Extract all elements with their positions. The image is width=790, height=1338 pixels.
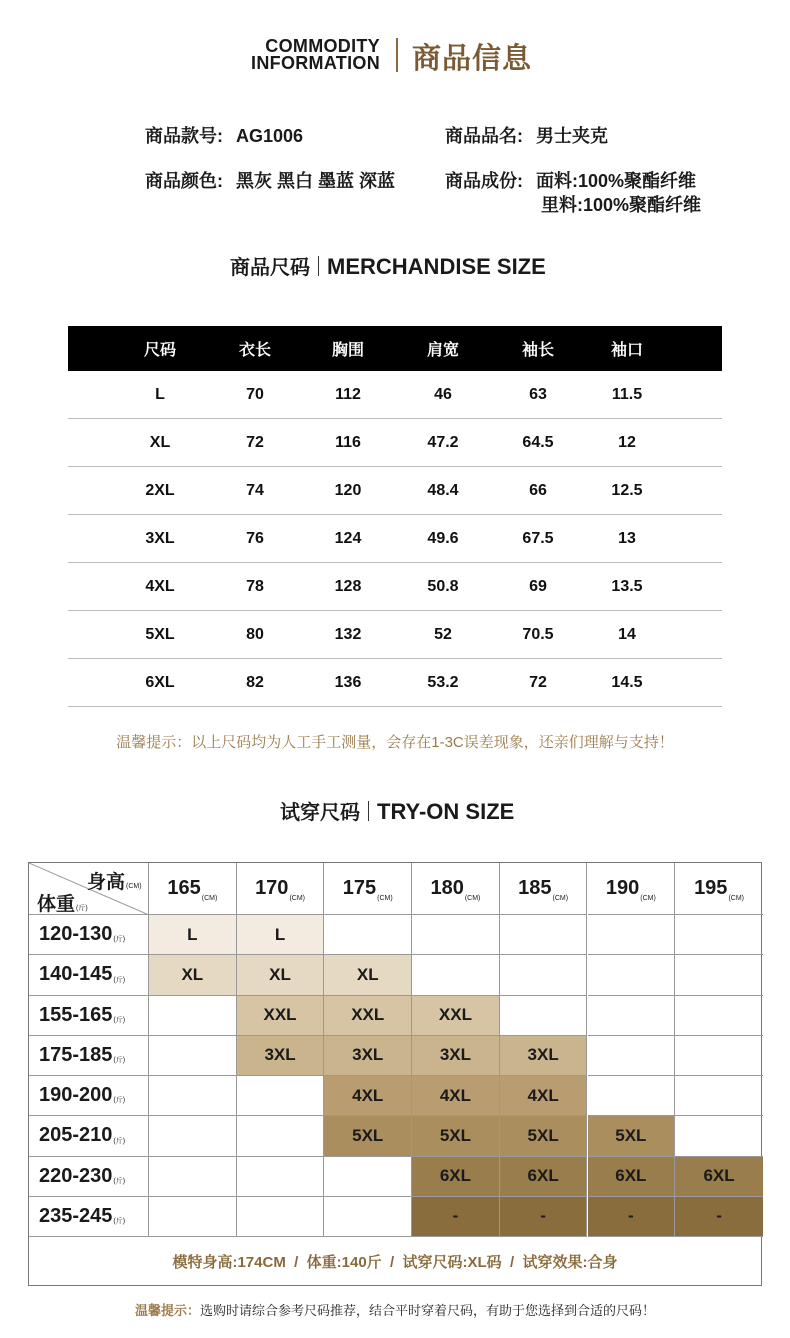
size-recommendation-cell: 5XL: [324, 1116, 412, 1156]
size-table-row: [68, 419, 722, 467]
size-table-cell: 78: [246, 577, 264, 595]
height-unit: (CM): [201, 895, 218, 902]
height-header-cell: [412, 863, 500, 915]
height-value: 190: [605, 877, 640, 899]
tryon-tip-label: 温馨提示：: [134, 1303, 200, 1318]
tryon-tip-text: 选购时请综合参考尺码推荐，结合平时穿着尺码，有助于您选择到合适的尺码！: [200, 1303, 656, 1318]
size-table-cell: 53.2: [427, 673, 459, 691]
size-recommendation-cell: L: [149, 915, 237, 955]
size-header-cell: 肩宽: [426, 342, 459, 359]
weight-header-cell: [29, 955, 149, 995]
size-table-cell: 67.5: [522, 529, 554, 547]
empty-grid-cell: [675, 1036, 763, 1076]
size-table-row: [68, 611, 722, 659]
info-material-line2: 里料:100%聚酯纤维: [541, 195, 702, 215]
tryon-section-title: [280, 796, 514, 825]
size-table-cell: 112: [335, 385, 361, 403]
model-info: 模特身高:174CM / 体重:140斤 / 试穿尺码:XL码 / 试穿效果:合身: [172, 1253, 618, 1271]
empty-grid-cell: [675, 1116, 763, 1156]
size-table-row: [68, 515, 722, 563]
header-divider: [396, 38, 398, 72]
empty-grid-cell: [675, 915, 763, 955]
empty-grid-cell: [588, 1036, 676, 1076]
weight-header-cell: [29, 1116, 149, 1156]
size-table-cell: 124: [334, 529, 362, 547]
weight-unit: (斤): [113, 936, 126, 944]
corner-height-label: [87, 867, 142, 894]
empty-grid-cell: [675, 955, 763, 995]
height-unit: (CM): [640, 895, 656, 902]
height-header-cell: [500, 863, 588, 915]
height-unit: (CM): [552, 895, 569, 902]
size-table-cell: 136: [334, 673, 362, 691]
size-title-cn: 商品尺码: [230, 257, 310, 279]
info-color-value: 黑灰 黑白 墨蓝 深蓝: [236, 171, 396, 191]
info-material-label: 商品成份:: [445, 171, 523, 191]
empty-grid-cell: [588, 996, 676, 1036]
height-unit: (CM): [464, 895, 481, 902]
size-table-cell: 69: [529, 577, 547, 595]
height-value: 185: [518, 877, 552, 899]
size-recommendation-cell: 6XL: [588, 1157, 676, 1197]
size-table-cell: 3XL: [145, 529, 175, 547]
size-recommendation-cell: 5XL: [412, 1116, 500, 1156]
size-header-cell: 袖口: [610, 342, 643, 359]
height-header-cell: [324, 863, 412, 915]
weight-value: 220-230: [39, 1164, 113, 1187]
size-table-cell: 48.4: [427, 481, 459, 499]
size-recommendation-cell: XXL: [237, 996, 325, 1036]
info-model: [145, 122, 303, 148]
size-recommendation-cell: 3XL: [412, 1036, 500, 1076]
height-value: 180: [430, 877, 464, 899]
size-recommendation-cell: 4XL: [500, 1076, 588, 1116]
size-recommendation-cell: XXL: [324, 996, 412, 1036]
height-unit: (CM): [728, 895, 744, 902]
size-table-cell: 64.5: [522, 433, 554, 451]
info-material: [445, 167, 696, 193]
size-recommendation-cell: 4XL: [324, 1076, 412, 1116]
size-title-divider: [318, 256, 319, 276]
size-table-row: [68, 659, 722, 707]
empty-grid-cell: [412, 915, 500, 955]
weight-header-cell: [29, 1197, 149, 1237]
size-recommendation-cell: XL: [149, 955, 237, 995]
size-table-cell: 74: [246, 481, 264, 499]
size-table-cell: 80: [246, 625, 264, 643]
weight-unit: (斤): [113, 1137, 126, 1145]
size-recommendation-cell: 3XL: [237, 1036, 325, 1076]
size-title-en: MERCHANDISE SIZE: [327, 254, 546, 279]
height-unit: (CM): [289, 895, 305, 902]
weight-value: 190-200: [39, 1084, 113, 1107]
size-table-cell: 5XL: [145, 625, 175, 643]
size-table-cell: 116: [335, 433, 361, 451]
size-table-cell: 120: [334, 481, 362, 499]
size-recommendation-cell: -: [675, 1197, 763, 1237]
height-header-cell: [149, 863, 237, 915]
size-table-cell: 13.5: [611, 577, 643, 595]
weight-unit: (斤): [113, 1057, 126, 1064]
size-table-cell: 49.6: [427, 529, 459, 547]
size-table-cell: 63: [529, 385, 547, 403]
empty-grid-cell: [149, 1076, 237, 1116]
size-table-cell: 6XL: [145, 673, 175, 691]
corner-weight-unit: (斤): [76, 905, 88, 912]
weight-value: 175-185: [39, 1043, 113, 1066]
empty-grid-cell: [149, 1157, 237, 1197]
size-recommendation-cell: 4XL: [412, 1076, 500, 1116]
info-material-line1: 面料:100%聚酯纤维: [536, 171, 697, 191]
weight-value: 155-165: [39, 1003, 113, 1026]
size-tip: 温馨提示：以上尺码均为人工手工测量，会存在1-3C误差现象，还亲们理解与支持！: [116, 734, 674, 751]
info-name-label: 商品品名:: [445, 126, 523, 146]
size-table-row: [68, 371, 722, 419]
info-color-label: 商品颜色:: [145, 171, 223, 191]
empty-grid-cell: [500, 996, 588, 1036]
height-value: 165: [167, 877, 201, 899]
height-unit: (CM): [377, 895, 393, 902]
size-header-cell: 衣长: [238, 342, 271, 359]
tryon-title-divider: [368, 801, 369, 821]
empty-grid-cell: [500, 915, 588, 955]
empty-grid-cell: [324, 1157, 412, 1197]
size-recommendation-cell: 5XL: [588, 1116, 676, 1156]
size-header-cell: 袖长: [521, 342, 554, 359]
size-recommendation-cell: 6XL: [675, 1157, 763, 1197]
empty-grid-cell: [237, 1076, 325, 1116]
info-model-label: 商品款号:: [145, 126, 223, 146]
size-table-cell: 70: [246, 385, 264, 403]
weight-unit: (斤): [113, 1097, 126, 1105]
size-table: [68, 326, 722, 707]
empty-grid-cell: [588, 915, 676, 955]
size-table-cell: 12.5: [611, 481, 643, 499]
empty-grid-cell: [412, 955, 500, 995]
size-table-cell: 72: [246, 433, 264, 451]
size-recommendation-cell: XL: [237, 955, 325, 995]
tryon-tip: [0, 1300, 790, 1319]
empty-grid-cell: [237, 1197, 325, 1237]
height-header-cell: [237, 863, 325, 915]
empty-grid-cell: [675, 996, 763, 1036]
empty-grid-cell: [324, 915, 412, 955]
size-recommendation-cell: XXL: [412, 996, 500, 1036]
weight-unit: (斤): [113, 1218, 126, 1225]
size-recommendation-cell: L: [237, 915, 325, 955]
size-table-cell: 66: [529, 481, 547, 499]
size-table-cell: 2XL: [145, 481, 175, 499]
size-recommendation-cell: 3XL: [324, 1036, 412, 1076]
weight-value: 120-130: [39, 923, 113, 946]
corner-weight-label: [37, 889, 88, 916]
size-section-title: [230, 251, 546, 280]
weight-header-cell: [29, 1076, 149, 1116]
weight-unit: (斤): [113, 1016, 126, 1024]
size-table-row: [68, 467, 722, 515]
size-recommendation-cell: -: [412, 1197, 500, 1237]
size-table-cell: 12: [618, 433, 636, 451]
size-recommendation-cell: -: [500, 1197, 588, 1237]
empty-grid-cell: [500, 955, 588, 995]
tryon-grid: [28, 862, 762, 1286]
weight-value: 205-210: [39, 1124, 113, 1147]
size-table-cell: 13: [618, 529, 636, 547]
info-name: [445, 122, 608, 148]
weight-value: 140-145: [39, 963, 113, 986]
tryon-title-en: TRY-ON SIZE: [377, 799, 515, 824]
tryon-title-cn: 试穿尺码: [280, 802, 360, 824]
size-header-cell: 胸围: [331, 342, 364, 359]
size-table-cell: 14: [618, 625, 636, 643]
weight-unit: (斤): [113, 1177, 126, 1185]
weight-header-cell: [29, 915, 149, 955]
size-table-cell: 50.8: [427, 577, 459, 595]
weight-header-cell: [29, 996, 149, 1036]
header-en-line2: INFORMATION: [251, 53, 380, 73]
size-table-cell: L: [155, 385, 165, 403]
empty-grid-cell: [675, 1076, 763, 1116]
empty-grid-cell: [149, 996, 237, 1036]
corner-weight-text: 体重: [37, 894, 76, 915]
size-recommendation-cell: 6XL: [412, 1157, 500, 1197]
empty-grid-cell: [588, 955, 676, 995]
weight-unit: (斤): [113, 976, 126, 984]
header-english-title: [228, 38, 380, 72]
height-value: 175: [342, 877, 377, 899]
weight-header-cell: [29, 1036, 149, 1076]
info-model-value: AG1006: [236, 126, 304, 146]
size-recommendation-cell: 5XL: [500, 1116, 588, 1156]
size-table-cell: 52: [434, 625, 452, 643]
height-value: 170: [255, 877, 289, 899]
corner-height-text: 身高: [87, 872, 126, 893]
size-table-cell: 47.2: [427, 433, 459, 451]
size-table-cell: 70.5: [522, 625, 554, 643]
header-en-line1: COMMODITY: [265, 36, 380, 56]
empty-grid-cell: [149, 1116, 237, 1156]
size-header-cell: 尺码: [143, 342, 176, 359]
weight-value: 235-245: [39, 1204, 113, 1227]
empty-grid-cell: [588, 1076, 676, 1116]
info-color: [145, 167, 395, 193]
empty-grid-cell: [324, 1197, 412, 1237]
size-table-cell: XL: [149, 433, 171, 451]
info-name-value: 男士夹克: [536, 126, 609, 146]
size-recommendation-cell: XL: [324, 955, 412, 995]
height-header-cell: [588, 863, 676, 915]
height-value: 195: [694, 877, 728, 899]
empty-grid-cell: [149, 1036, 237, 1076]
size-table-cell: 4XL: [145, 577, 175, 595]
header-chinese-title: 商品信息: [412, 43, 533, 75]
size-table-cell: 11.5: [611, 385, 643, 403]
empty-grid-cell: [237, 1116, 325, 1156]
corner-height-unit: (CM): [126, 883, 142, 890]
size-table-cell: 76: [246, 529, 264, 547]
weight-header-cell: [29, 1157, 149, 1197]
height-header-cell: [675, 863, 763, 915]
size-recommendation-cell: 3XL: [500, 1036, 588, 1076]
size-table-cell: 72: [529, 673, 547, 691]
size-table-cell: 128: [334, 577, 362, 595]
size-table-cell: 46: [434, 385, 452, 403]
size-table-cell: 14.5: [611, 673, 643, 691]
empty-grid-cell: [149, 1197, 237, 1237]
size-recommendation-cell: 6XL: [500, 1157, 588, 1197]
size-table-header: [68, 326, 722, 371]
size-table-cell: 82: [246, 673, 264, 691]
empty-grid-cell: [237, 1157, 325, 1197]
size-table-cell: 132: [334, 625, 362, 643]
size-table-row: [68, 563, 722, 611]
grid-corner-cell: [29, 863, 149, 915]
size-recommendation-cell: -: [588, 1197, 676, 1237]
